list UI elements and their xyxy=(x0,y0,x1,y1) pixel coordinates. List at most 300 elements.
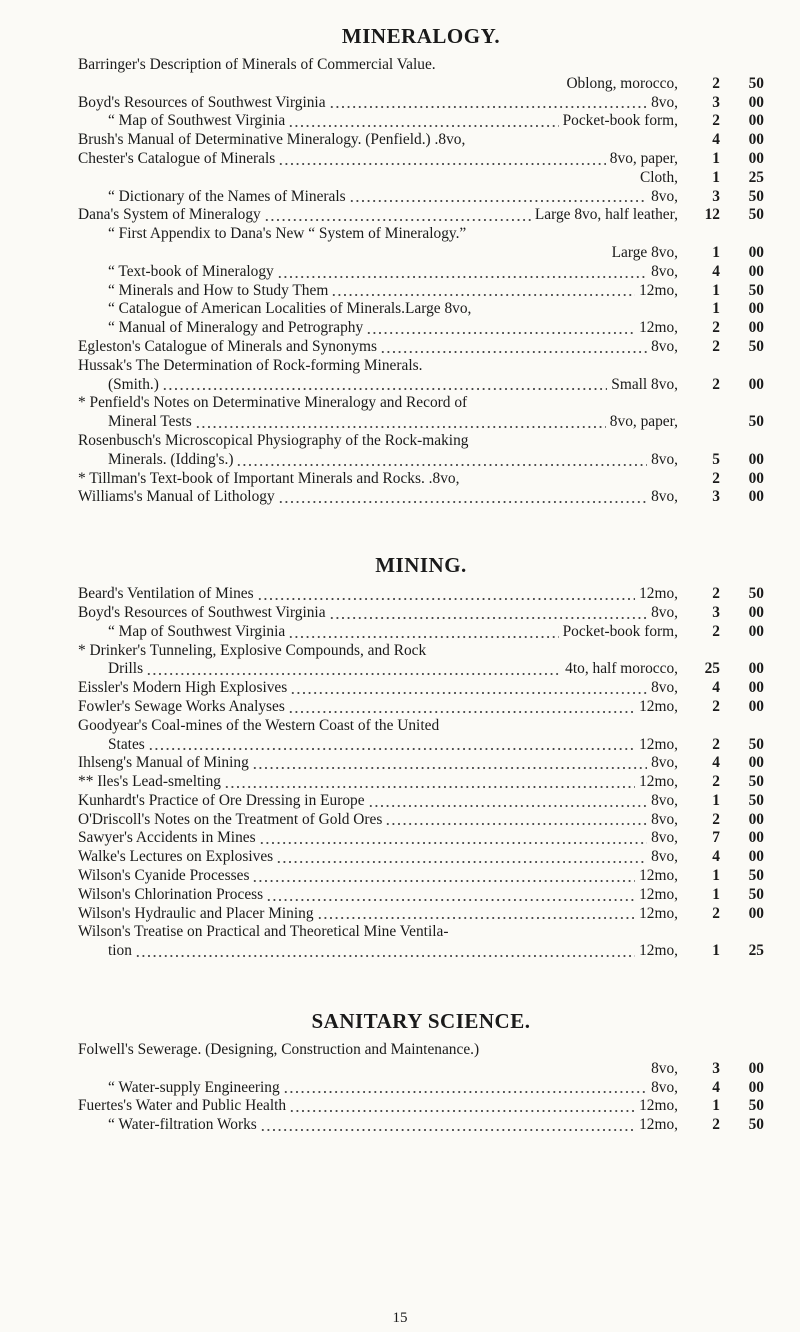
price-dollars: 2 xyxy=(712,585,720,603)
price-cents: 00 xyxy=(748,469,764,487)
catalogue-entry xyxy=(78,131,764,150)
catalogue-entry xyxy=(78,604,764,623)
leader-dots xyxy=(135,955,635,957)
catalogue-entry xyxy=(78,94,764,113)
leader-dots xyxy=(380,351,647,353)
price xyxy=(694,792,764,811)
price-cents: 00 xyxy=(748,488,764,506)
entry-line xyxy=(78,679,764,698)
price xyxy=(694,867,764,886)
entry-title: “ Water-supply Engineering xyxy=(108,1078,280,1096)
price-cents: 50 xyxy=(748,773,764,791)
entry-line xyxy=(78,1097,764,1116)
price-cents: 00 xyxy=(748,319,764,337)
entry-format: 8vo, xyxy=(651,848,678,866)
entry-line xyxy=(78,717,764,736)
entry-format: Oblong, morocco, xyxy=(566,74,678,92)
price xyxy=(694,244,764,263)
entry-line xyxy=(78,1041,764,1060)
price-cents: 50 xyxy=(748,791,764,809)
entry-format: Cloth, xyxy=(639,168,678,186)
entry-title: Boyd's Resources of Southwest Virginia xyxy=(78,93,326,111)
leader-dots xyxy=(260,1129,635,1131)
price-dollars: 2 xyxy=(712,337,720,355)
entry-title: Dana's System of Mineralogy xyxy=(78,206,261,224)
entry-title: ** Iles's Lead-smelting xyxy=(78,773,221,791)
price xyxy=(694,1116,764,1135)
entry-line xyxy=(78,206,764,225)
catalogue-entry xyxy=(78,56,764,94)
catalogue-entry xyxy=(78,319,764,338)
catalogue-entry xyxy=(78,754,764,773)
entry-line xyxy=(78,942,764,961)
entry-title: Williams's Manual of Lithology xyxy=(78,488,275,506)
entry-format: 12mo, xyxy=(639,867,678,885)
entry-title: Rosenbusch's Microscopical Physiography of the Rock-making xyxy=(78,431,469,449)
price-cents: 50 xyxy=(748,735,764,753)
leader-dots xyxy=(368,805,648,807)
entry-title: * Drinker's Tunneling, Explosive Compounds, and Rock xyxy=(78,641,427,659)
entry-format: Pocket-book form, xyxy=(562,112,678,130)
price-dollars: 2 xyxy=(712,74,720,92)
catalogue-entry xyxy=(78,432,764,470)
price-dollars xyxy=(694,413,720,432)
leader-dots xyxy=(290,692,647,694)
price-dollars: 3 xyxy=(712,187,720,205)
price-cents: 50 xyxy=(748,206,764,224)
catalogue-entry xyxy=(78,923,764,961)
catalogue-entry xyxy=(78,811,764,830)
entry-title: “ Map of Southwest Virginia xyxy=(108,622,286,640)
entry-format: 8vo, xyxy=(651,810,678,828)
price-cents: 00 xyxy=(748,660,764,678)
price xyxy=(694,488,764,507)
price-dollars: 2 xyxy=(712,735,720,753)
entry-line xyxy=(78,773,764,792)
price-dollars: 1 xyxy=(712,243,720,261)
leader-dots xyxy=(257,598,635,600)
catalogue-entry xyxy=(78,338,764,357)
entry-title: Folwell's Sewerage. (Designing, Construction and Maintenance.) xyxy=(78,1041,480,1059)
price-cents: 00 xyxy=(748,679,764,697)
entry-line xyxy=(78,319,764,338)
price-dollars: 2 xyxy=(712,810,720,828)
price-dollars: 4 xyxy=(712,754,720,772)
price xyxy=(694,300,764,319)
price-dollars: 2 xyxy=(712,773,720,791)
price-cents: 50 xyxy=(748,585,764,603)
price xyxy=(694,94,764,113)
entry-format: 12mo, xyxy=(639,585,678,603)
entry-title: “ Text-book of Mineralogy xyxy=(108,262,274,280)
price-cents: 50 xyxy=(748,281,764,299)
price xyxy=(694,698,764,717)
entry-line xyxy=(78,131,764,150)
entry-title: Goodyear's Coal-mines of the Western Coast of the United xyxy=(78,716,440,734)
price xyxy=(694,188,764,207)
price-dollars: 1 xyxy=(712,281,720,299)
entry-title: Chester's Catalogue of Minerals xyxy=(78,149,276,167)
catalogue-entry xyxy=(78,488,764,507)
entry-title: Walke's Lectures on Explosives xyxy=(78,848,274,866)
entry-format: 12mo, xyxy=(639,885,678,903)
price xyxy=(694,112,764,131)
price-cents: 25 xyxy=(748,168,764,186)
entry-line xyxy=(78,1060,764,1079)
price-cents: 00 xyxy=(748,243,764,261)
price xyxy=(694,131,764,150)
price-dollars: 1 xyxy=(712,867,720,885)
entry-format: 12mo, xyxy=(639,697,678,715)
entry-line xyxy=(78,867,764,886)
entry-line xyxy=(78,244,764,263)
entry-format: 8vo, paper, xyxy=(609,149,678,167)
leader-dots xyxy=(331,294,635,296)
entry-line xyxy=(78,75,764,94)
price-cents: 00 xyxy=(748,603,764,621)
catalogue-entry xyxy=(78,394,764,432)
entry-title: Eissler's Modern High Explosives xyxy=(78,679,288,697)
entry-title: O'Driscoll's Notes on the Treatment of Gold Ores xyxy=(78,810,383,828)
price-dollars: 1 xyxy=(712,885,720,903)
entry-title: Wilson's Treatise on Practical and Theoretical Mine Ventila- xyxy=(78,923,449,941)
leader-dots xyxy=(162,388,607,390)
entry-title: Wilson's Chlorination Process xyxy=(78,885,264,903)
price-cents: 50 xyxy=(748,337,764,355)
price-cents: 50 xyxy=(748,885,764,903)
leader-dots xyxy=(283,1091,647,1093)
price-dollars: 2 xyxy=(712,1116,720,1134)
entry-title: tion xyxy=(108,942,132,960)
price-cents: 00 xyxy=(748,262,764,280)
entry-line xyxy=(78,811,764,830)
catalogue-entry xyxy=(78,698,764,717)
catalogue-entry xyxy=(78,905,764,924)
price xyxy=(694,263,764,282)
entry-line xyxy=(78,905,764,924)
entry-format: Pocket-book form, xyxy=(562,622,678,640)
price-cents: 00 xyxy=(748,450,764,468)
entry-format: 12mo, xyxy=(639,773,678,791)
price-cents: 00 xyxy=(748,904,764,922)
leader-dots xyxy=(329,617,648,619)
entry-title: Barringer's Description of Minerals of Commercial Value. xyxy=(78,56,436,73)
entry-title: Drills xyxy=(108,660,144,678)
entry-line xyxy=(78,1079,764,1098)
entry-line xyxy=(78,169,764,188)
leader-dots xyxy=(289,1110,635,1112)
price-cents: 00 xyxy=(748,112,764,130)
leader-dots xyxy=(224,786,635,788)
entry-list xyxy=(78,56,764,507)
price-cents: 00 xyxy=(748,697,764,715)
price-dollars: 1 xyxy=(712,791,720,809)
price xyxy=(694,319,764,338)
entry-format: 8vo, xyxy=(651,1059,678,1077)
price-cents: 00 xyxy=(748,93,764,111)
entry-line xyxy=(78,188,764,207)
leader-dots xyxy=(278,501,647,503)
entry-format: 12mo, xyxy=(639,942,678,960)
entry-format: 12mo, xyxy=(639,1116,678,1134)
catalogue-entry xyxy=(78,1097,764,1116)
entry-title: “ Catalogue of American Localities of Minerals.Large 8vo, xyxy=(108,300,472,318)
price-dollars: 7 xyxy=(712,829,720,847)
entry-line xyxy=(78,338,764,357)
catalogue-entry xyxy=(78,848,764,867)
leader-dots xyxy=(288,125,558,127)
leader-dots xyxy=(385,823,647,825)
price xyxy=(694,1079,764,1098)
entry-title: “ Manual of Mineralogy and Petrography xyxy=(108,319,364,337)
entry-line xyxy=(78,470,764,489)
price xyxy=(694,206,764,225)
price-dollars: 4 xyxy=(712,262,720,280)
catalogue-entry xyxy=(78,225,764,263)
price-dollars: 2 xyxy=(712,469,720,487)
price-cents: 50 xyxy=(748,867,764,885)
price-dollars: 2 xyxy=(712,319,720,337)
entry-title: Beard's Ventilation of Mines xyxy=(78,585,254,603)
entry-format: 8vo, xyxy=(651,450,678,468)
entry-title: Kunhardt's Practice of Ore Dressing in Europe xyxy=(78,791,365,809)
entry-line xyxy=(78,263,764,282)
entry-line xyxy=(78,300,764,319)
entry-line xyxy=(78,698,764,717)
price-cents: 00 xyxy=(748,848,764,866)
catalogue-entry xyxy=(78,470,764,489)
catalogue-entry xyxy=(78,642,764,680)
price-dollars: 1 xyxy=(712,168,720,186)
entry-format: 8vo, xyxy=(651,603,678,621)
price xyxy=(694,1097,764,1116)
entry-title: (Smith.) xyxy=(108,375,159,393)
entry-line xyxy=(78,886,764,905)
price xyxy=(694,886,764,905)
price-dollars: 25 xyxy=(704,660,720,678)
entry-line xyxy=(78,792,764,811)
price-cents: 00 xyxy=(748,149,764,167)
entry-title: Fuertes's Water and Public Health xyxy=(78,1097,287,1115)
entry-line xyxy=(78,736,764,755)
entry-line xyxy=(78,754,764,773)
entry-title: “ Water-filtration Works xyxy=(108,1116,257,1134)
entry-line xyxy=(78,413,764,432)
catalogue-entry xyxy=(78,282,764,301)
entry-line xyxy=(78,394,764,413)
entry-title: “ Minerals and How to Study Them xyxy=(108,281,329,299)
price-dollars: 3 xyxy=(712,93,720,111)
price-cents: 00 xyxy=(748,622,764,640)
entry-title: * Tillman's Text-book of Important Minerals and Rocks. .8vo, xyxy=(78,469,460,487)
page-number: 15 xyxy=(392,1310,408,1326)
price-cents: 50 xyxy=(748,1116,764,1134)
price xyxy=(694,282,764,301)
catalogue-entry xyxy=(78,867,764,886)
price xyxy=(694,754,764,773)
entry-line xyxy=(78,848,764,867)
price-cents: 00 xyxy=(748,131,764,149)
entry-format: 12mo, xyxy=(639,735,678,753)
price xyxy=(694,451,764,470)
price xyxy=(694,660,764,679)
entry-format: 8vo, xyxy=(651,679,678,697)
entry-title: Sawyer's Accidents in Mines xyxy=(78,829,256,847)
catalogue-entry xyxy=(78,357,764,395)
catalogue-entry xyxy=(78,1041,764,1079)
entry-line xyxy=(78,432,764,451)
leader-dots xyxy=(329,106,648,108)
leader-dots xyxy=(317,917,636,919)
entry-format: 8vo, paper, xyxy=(609,413,678,431)
price xyxy=(694,470,764,489)
leader-dots xyxy=(349,200,647,202)
entry-format: 12mo, xyxy=(639,281,678,299)
entry-format: Large 8vo, xyxy=(611,243,678,261)
price-cents: 50 xyxy=(748,187,764,205)
leader-dots xyxy=(266,899,635,901)
catalogue-page xyxy=(78,16,764,1135)
price-dollars: 2 xyxy=(712,622,720,640)
price-dollars: 3 xyxy=(712,488,720,506)
leader-dots xyxy=(277,276,647,278)
price xyxy=(694,942,764,961)
entry-format: 8vo, xyxy=(651,754,678,772)
entry-line xyxy=(78,585,764,604)
entry-format: 12mo, xyxy=(639,904,678,922)
price xyxy=(694,75,764,94)
price-dollars: 1 xyxy=(712,149,720,167)
entry-line xyxy=(78,660,764,679)
entry-line xyxy=(78,642,764,661)
leader-dots xyxy=(366,332,635,334)
leader-dots xyxy=(264,219,531,221)
entry-format: 8vo, xyxy=(651,262,678,280)
section-title: SANITARY SCIENCE. xyxy=(311,1009,531,1034)
price xyxy=(694,1060,764,1079)
entry-format: 8vo, xyxy=(651,337,678,355)
entry-format: 8vo, xyxy=(651,791,678,809)
entry-line xyxy=(78,488,764,507)
entry-format: 8vo, xyxy=(651,488,678,506)
price-dollars: 1 xyxy=(712,942,720,960)
catalogue-entry xyxy=(78,792,764,811)
leader-dots xyxy=(278,163,606,165)
entry-title: Egleston's Catalogue of Minerals and Synonyms xyxy=(78,337,378,355)
price-dollars: 4 xyxy=(712,679,720,697)
entry-title: * Penfield's Notes on Determinative Mineralogy and Record of xyxy=(78,394,468,412)
entry-title: Wilson's Hydraulic and Placer Mining xyxy=(78,904,314,922)
entry-format: 4to, half morocco, xyxy=(565,660,678,678)
leader-dots xyxy=(146,673,561,675)
price-cents: 00 xyxy=(748,1078,764,1096)
catalogue-entry xyxy=(78,263,764,282)
price-cents: 00 xyxy=(748,1059,764,1077)
leader-dots xyxy=(236,464,647,466)
entry-title: “ Map of Southwest Virginia xyxy=(108,112,286,130)
entry-line xyxy=(78,604,764,623)
price-cents: 00 xyxy=(748,754,764,772)
catalogue-entry xyxy=(78,112,764,131)
price xyxy=(694,736,764,755)
catalogue-entry xyxy=(78,1116,764,1135)
entry-title: Mineral Tests xyxy=(108,413,192,431)
entry-title: Hussak's The Determination of Rock-forming Minerals. xyxy=(78,356,423,374)
entry-title: “ First Appendix to Dana's New “ System of Mineralogy.” xyxy=(108,225,467,243)
catalogue-entry xyxy=(78,1079,764,1098)
price-cents: 50 xyxy=(748,74,764,92)
price xyxy=(694,150,764,169)
price-cents: 50 xyxy=(748,413,764,431)
entry-format: 8vo, xyxy=(651,829,678,847)
price-dollars: 2 xyxy=(712,375,720,393)
entry-line xyxy=(78,829,764,848)
leader-dots xyxy=(276,861,647,863)
leader-dots xyxy=(252,767,647,769)
entry-title: “ Dictionary of the Names of Minerals xyxy=(108,187,346,205)
catalogue-entry xyxy=(78,585,764,604)
price xyxy=(694,905,764,924)
price-dollars: 2 xyxy=(712,112,720,130)
entry-title: Brush's Manual of Determinative Mineralogy. (Penfield.) .8vo, xyxy=(78,131,466,149)
entry-line xyxy=(78,376,764,395)
entry-format: 12mo, xyxy=(639,319,678,337)
price-dollars: 1 xyxy=(712,300,720,318)
catalogue-entry xyxy=(78,150,764,188)
price xyxy=(694,338,764,357)
price-dollars: 1 xyxy=(712,1097,720,1115)
entry-format: Large 8vo, half leather, xyxy=(534,206,678,224)
entry-format: Small 8vo, xyxy=(611,375,678,393)
entry-title: Minerals. (Idding's.) xyxy=(108,450,234,468)
price-dollars: 4 xyxy=(712,131,720,149)
leader-dots xyxy=(252,880,635,882)
entry-line xyxy=(78,56,764,75)
entry-format: 8vo, xyxy=(651,93,678,111)
entry-line xyxy=(78,357,764,376)
leader-dots xyxy=(259,842,647,844)
entry-line xyxy=(78,1116,764,1135)
price-cents: 00 xyxy=(748,375,764,393)
entry-line xyxy=(78,451,764,470)
section-title: MINING. xyxy=(375,553,467,578)
catalogue-entry xyxy=(78,679,764,698)
price xyxy=(694,604,764,623)
leader-dots xyxy=(148,748,635,750)
entry-line xyxy=(78,150,764,169)
entry-line xyxy=(78,623,764,642)
price xyxy=(694,679,764,698)
price xyxy=(694,811,764,830)
price-dollars: 2 xyxy=(712,904,720,922)
price xyxy=(694,848,764,867)
price-dollars: 2 xyxy=(712,697,720,715)
entry-list xyxy=(78,585,764,961)
catalogue-entry xyxy=(78,188,764,207)
entry-line xyxy=(78,923,764,942)
price xyxy=(694,623,764,642)
price-cents: 50 xyxy=(748,1097,764,1115)
price xyxy=(694,413,764,432)
leader-dots xyxy=(288,711,635,713)
price xyxy=(694,829,764,848)
price-dollars: 3 xyxy=(712,1059,720,1077)
leader-dots xyxy=(288,636,558,638)
price-dollars: 12 xyxy=(704,206,720,224)
price-cents: 00 xyxy=(748,810,764,828)
price-cents: 25 xyxy=(748,942,764,960)
price xyxy=(694,169,764,188)
